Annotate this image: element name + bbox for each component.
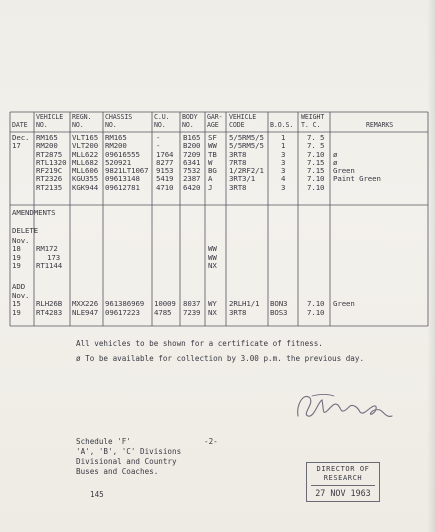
group1-garage-column <box>208 134 217 192</box>
group1-regn-column <box>72 134 98 192</box>
table-cell: 17 <box>12 141 21 151</box>
table-cell: 09613148 <box>105 174 140 184</box>
table-cell: 6341 <box>183 157 201 167</box>
add-weight-column <box>307 292 324 317</box>
table-cell: 3 <box>281 166 286 176</box>
table-cell: RM200 <box>36 141 58 151</box>
table-cell: VLT200 <box>72 141 99 151</box>
table-cell: RM165 <box>36 133 58 142</box>
table-cell: 3 <box>281 157 286 167</box>
table-cell: 09612781 <box>105 182 140 192</box>
table-cell: Paint Green <box>333 174 381 184</box>
table-cell: Nov. <box>12 236 30 245</box>
table-cell: 7.10 <box>307 182 325 192</box>
table-cell: KGU355 <box>72 174 99 184</box>
table-cell <box>333 151 381 159</box>
page-number: -2- <box>204 437 218 446</box>
group1-vehicle-column <box>36 134 66 192</box>
stamp-line-1: DIRECTOR OF <box>316 465 370 473</box>
table-cell: - <box>156 133 161 142</box>
header-regn-2: NO. <box>72 121 84 129</box>
table-cell: 4710 <box>156 182 174 192</box>
table-cell: 173 <box>47 252 61 262</box>
table-cell: 7RT8 <box>229 157 247 167</box>
table-cell: VLT165 <box>72 133 99 142</box>
table-cell: RT1144 <box>36 260 63 270</box>
table-cell: RT2875 <box>36 149 63 159</box>
table-cell: 7. 5 <box>307 133 325 142</box>
group1-remarks-column <box>333 134 381 192</box>
received-stamp <box>306 462 380 502</box>
add-bos-column <box>270 292 287 317</box>
table-cell: BG <box>208 166 217 176</box>
table-cell: 4785 <box>154 307 172 317</box>
group1-body-column <box>183 134 200 192</box>
group1-chassis-column <box>105 134 149 192</box>
table-cell: 6420 <box>183 182 201 192</box>
table-cell: B200 <box>183 141 201 151</box>
table-cell: 3 <box>281 149 286 159</box>
table-cell: 1 <box>281 141 286 151</box>
table-cell: 8277 <box>156 157 174 167</box>
handwritten-signature <box>288 386 408 426</box>
table-cell: 9821LT1067 <box>105 166 149 176</box>
delete-vehicle-column <box>36 237 62 270</box>
table-cell: 3RT8 <box>229 307 247 317</box>
table-cell: WW <box>208 244 217 254</box>
header-cu-1: C.U. <box>154 113 170 121</box>
add-garage-column <box>208 292 217 317</box>
header-vehicle-2: NO. <box>36 121 48 129</box>
stamp-date: 27 NOV 1963 <box>311 485 375 499</box>
add-regn-column <box>72 292 98 317</box>
table-cell: ø <box>333 157 338 167</box>
table-cell: B165 <box>183 133 201 142</box>
table-cell: RLH26B <box>36 299 63 309</box>
table-cell: NLE947 <box>72 307 99 317</box>
table-cell: 09617223 <box>105 307 140 317</box>
table-cell <box>333 184 381 192</box>
schedule-label: Schedule 'F' <box>76 437 131 446</box>
table-cell: 15 <box>12 299 21 309</box>
table-cell: 10009 <box>154 299 176 309</box>
table-cell: 09616555 <box>105 149 140 159</box>
add-label: ADD <box>12 282 26 291</box>
table-cell: 18 <box>12 244 21 254</box>
table-cell: 5/5RM5/5 <box>229 141 264 151</box>
delete-date-column <box>12 237 29 270</box>
table-cell: 1764 <box>156 149 174 159</box>
table-cell: BON3 <box>270 299 288 309</box>
stamp-line-2: RESEARCH <box>323 474 363 482</box>
table-cell: MLL606 <box>72 166 99 176</box>
header-weight-2: T. C. <box>301 121 321 129</box>
table-cell: 7532 <box>183 166 201 176</box>
table-cell: WW <box>208 252 217 262</box>
table-cell: TB <box>208 149 217 159</box>
table-cell: 19 <box>12 307 21 317</box>
header-chassis-1: CHASSIS <box>105 113 133 121</box>
table-cell: 3RT3/1 <box>229 174 256 184</box>
header-bos: B.O.S. <box>270 121 294 129</box>
group1-weight-column <box>307 134 324 192</box>
table-cell: - <box>156 141 161 151</box>
add-remarks-column <box>333 292 355 317</box>
buses-line: Buses and Coaches. <box>76 467 159 476</box>
reference-number: 145 <box>90 490 104 499</box>
note-collection: ø To be available for collection by 3.00 p.m. the previous day. <box>76 354 365 363</box>
table-cell: 9153 <box>156 166 174 176</box>
table-cell <box>333 309 355 317</box>
table-cell <box>333 134 381 142</box>
table-cell: RT2135 <box>36 182 63 192</box>
table-cell: 7.15 <box>307 157 325 167</box>
table-cell: 1 <box>281 133 286 142</box>
table-cell: 961386969 <box>105 299 145 309</box>
table-cell: 2RLH1/1 <box>229 299 260 309</box>
table-cell: 3RT8 <box>229 149 247 159</box>
add-chassis-column <box>105 292 144 317</box>
group1-code-column <box>229 134 264 192</box>
table-cell: RM172 <box>36 244 58 254</box>
header-code-2: CODE <box>229 121 245 129</box>
table-cell <box>333 142 381 150</box>
table-cell: BOS3 <box>270 307 288 317</box>
divisional-line: Divisional and Country <box>76 457 177 466</box>
table-cell: 520921 <box>105 157 132 167</box>
header-code-1: VEHICLE <box>229 113 257 121</box>
table-cell: W <box>208 157 213 167</box>
table-cell: RM200 <box>105 141 127 151</box>
table-cell: 7239 <box>183 307 201 317</box>
table-cell: 7.10 <box>307 307 325 317</box>
header-cu-2: NO. <box>154 121 166 129</box>
delete-label: DELETE <box>12 226 39 235</box>
table-cell: RM165 <box>105 133 127 142</box>
note-fitness: All vehicles to be shown for a certificate of fitness. <box>76 339 323 348</box>
table-cell: MLL682 <box>72 157 99 167</box>
table-cell: ø <box>333 149 338 159</box>
table-cell: 2387 <box>183 174 201 184</box>
table-cell: RT4283 <box>36 307 63 317</box>
add-date-column <box>12 292 29 317</box>
table-cell: 7.10 <box>307 149 325 159</box>
table-cell: NX <box>208 260 217 270</box>
table-cell: WY <box>208 299 217 309</box>
header-vehicle-1: VEHICLE <box>36 113 64 121</box>
group1-cu-column <box>156 134 173 192</box>
table-cell: Green <box>333 166 355 176</box>
table-cell: NX <box>208 307 217 317</box>
table-cell: RT2326 <box>36 174 63 184</box>
table-cell: WW <box>208 141 217 151</box>
table-cell: 5/5RM5/5 <box>229 133 264 142</box>
header-body-1: BODY <box>182 113 198 121</box>
header-garage-2: AGE <box>207 121 219 129</box>
header-body-2: NO. <box>182 121 194 129</box>
add-cu-column <box>154 292 176 317</box>
header-regn-1: REGN. <box>72 113 92 121</box>
table-cell: MLL622 <box>72 149 99 159</box>
table-cell: 4 <box>281 174 286 184</box>
table-cell: Dec. <box>12 133 30 142</box>
group1-date-column <box>12 134 29 151</box>
group1-bos-column <box>281 134 285 192</box>
header-remarks: REMARKS <box>366 121 394 129</box>
amendments-heading: AMENDMENTS <box>12 208 56 217</box>
divisions-line: 'A', 'B', 'C' Divisions <box>76 447 182 456</box>
table-cell: KGK944 <box>72 182 99 192</box>
table-cell: SF <box>208 133 217 142</box>
table-cell: 8037 <box>183 299 201 309</box>
table-cell: 19 <box>12 260 21 270</box>
add-vehicle-column <box>36 292 62 317</box>
table-cell: 3RT8 <box>229 182 247 192</box>
header-weight-1: WEIGHT <box>301 113 325 121</box>
table-cell: 1/2RF2/1 <box>229 166 264 176</box>
table-cell: 7. 5 <box>307 141 325 151</box>
header-chassis-2: NO. <box>105 121 117 129</box>
table-cell: 19 <box>12 252 21 262</box>
table-cell: 7.10 <box>307 174 325 184</box>
table-cell: Green <box>333 299 355 309</box>
header-date: DATE <box>12 121 28 129</box>
table-cell: 3 <box>281 182 286 192</box>
table-cell: MXX226 <box>72 299 99 309</box>
table-cell: 7.15 <box>307 166 325 176</box>
add-code-column <box>229 292 259 317</box>
delete-garage-column <box>208 237 217 270</box>
table-cell: RTL1320 <box>36 157 67 167</box>
table-cell: 5419 <box>156 174 174 184</box>
table-cell: A <box>208 174 213 184</box>
table-cell: 7.10 <box>307 299 325 309</box>
table-cell: Nov. <box>12 291 30 300</box>
table-cell: RF219C <box>36 166 63 176</box>
header-garage-1: GAR- <box>207 113 223 121</box>
table-cell: J <box>208 182 213 192</box>
table-cell: 7209 <box>183 149 201 159</box>
add-body-column <box>183 292 200 317</box>
